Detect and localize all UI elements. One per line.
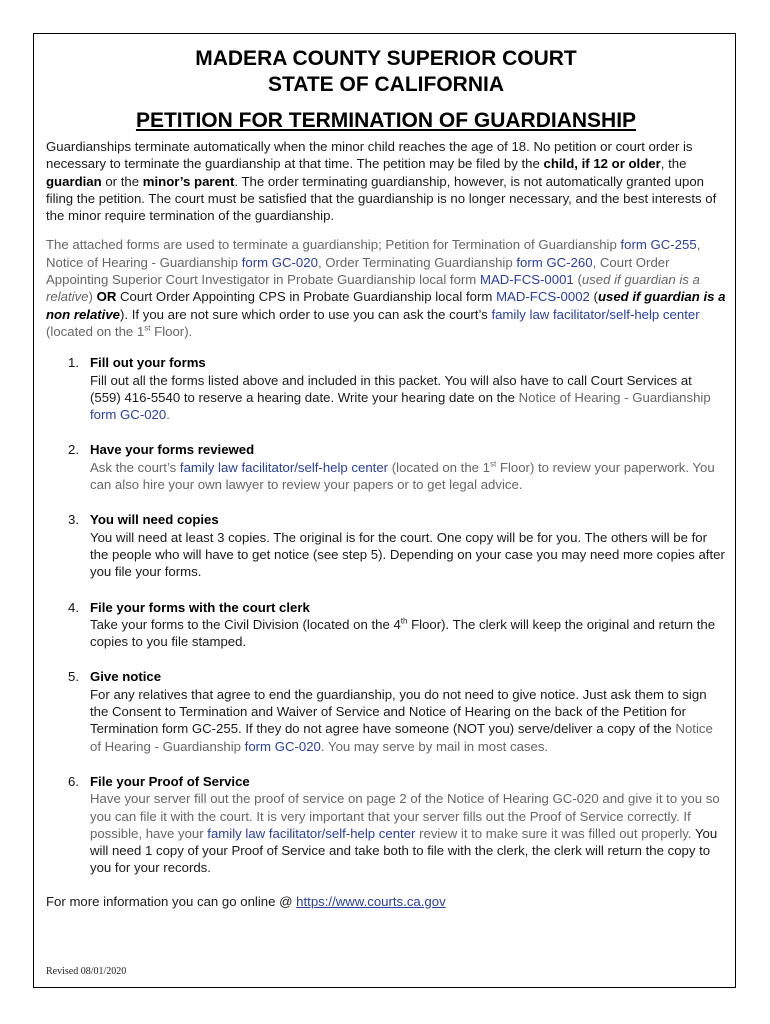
- intro-paragraph: Guardianships terminate automatically when the minor child reaches the age of 18. No petition or court order is necessary to terminate the guardianship at that time. The petition may be filed by the child, if 12 or older, the guardian or the minor’s parent. The order terminating guardianship, however, is not automatically granted upon filing the petition. The court must be satisfied that the guardianship is no longer necessary, and the best interests of the minor require termination of the guardianship.: [46, 139, 717, 224]
- step-body: Fill out all the forms listed above and included in this packet. You will also have to call Court Services at (559) 416-5540 to reserve a hearing date. Write your hearing date on the Notice of Hearing - Guardianship form GC-020.: [90, 372, 711, 423]
- form-gc-020-link[interactable]: form GC-020: [241, 254, 318, 270]
- revision-date: Revised 08/01/2020: [46, 966, 127, 977]
- forms-paragraph: The attached forms are used to terminate a guardianship; Petition for Termination of Guardianship form GC-255, Notice of Hearing - Guardianship form GC-020, Order Terminating Guardianship form GC-260, Court Order Appointing Superior Court Investigator in Probate Guardianship local form MAD-FCS-0001 (used if guardian is a relative) OR Court Order Appointing CPS in Probate Guardianship local form MAD-FCS-0002 (used if guardian is a non relative). If you are not sure which order to use you can ask the court’s family law facilitator/self-help center (located on the 1st Floor).: [46, 237, 726, 339]
- step-body: You will need at least 3 copies. The original is for the court. One copy will be for you. The others will be for the people who will have to get notice (see step 5). Depending on your case you may need more copies after you file your forms.: [90, 529, 725, 580]
- form-gc-020-link[interactable]: form GC-020: [90, 407, 167, 423]
- step-body: Ask the court’s family law facilitator/self-help center (located on the 1st Floor) to review your paperwork. You can also hire your own lawyer to review your papers or to get legal advice.: [90, 459, 715, 493]
- more-info: For more information you can go online @ https://www.courts.ca.gov: [46, 893, 446, 909]
- list-item: 1. Fill out your forms Fill out all the forms listed above and included in this packet. You will also have to call Court Services at (559) 416-5540 to reserve a hearing date. Write your hearing date on the Notice of Hearing - Guardianship form GC-020.: [46, 354, 726, 423]
- list-item: 6. File your Proof of Service Have your server fill out the proof of service on page 2 of the Notice of Hearing GC-020 and give it to you so you can file it with the court. It is very important that your server fills out the Proof of Service correctly. If possible, have your family law facilitator/self-help center review it to make sure it was filled out properly. You will need 1 copy of your Proof of Service and take both to file with the clerk, the clerk will return the copy to you for your records.: [46, 773, 726, 877]
- form-mad-fcs-0001-link[interactable]: MAD-FCS-0001: [479, 272, 574, 288]
- document-body: [46, 46, 726, 910]
- form-gc-255-link[interactable]: form GC-255: [620, 237, 697, 253]
- list-item: 5. Give notice For any relatives that agree to end the guardianship, you do not need to give notice. Just ask them to sign the Consent to Termination and Waiver of Service and Notice of Hearing on the back of the Petition for Termination form GC-255. If they do not agree have someone (NOT you) serve/deliver a copy of the Notice of Hearing - Guardianship form GC-020. You may serve by mail in most cases.: [46, 668, 726, 754]
- step-title: File your Proof of Service: [90, 773, 250, 789]
- list-item: 4. File your forms with the court clerk Take your forms to the Civil Division (located on the 4th Floor). The clerk will keep the original and return the copies to you file stamped.: [46, 599, 726, 651]
- form-gc-260-link[interactable]: form GC-260: [516, 254, 593, 270]
- list-item: 2. Have your forms reviewed Ask the court’s family law facilitator/self-help center (located on the 1st Floor) to review your paperwork. You can also hire your own lawyer to review your papers or to get legal advice.: [46, 441, 726, 493]
- step-title: You will need copies: [90, 512, 219, 528]
- form-gc-020-link[interactable]: form GC-020: [244, 738, 321, 754]
- step-title: Have your forms reviewed: [90, 442, 255, 458]
- list-item: 3. You will need copies You will need at least 3 copies. The original is for the court. One copy will be for you. The others will be for the people who will have to get notice (see step 5). Depending on your case you may need more copies after you file your forms.: [68, 512, 725, 580]
- court-name: MADERA COUNTY SUPERIOR COURT: [195, 47, 577, 70]
- self-help-center-link[interactable]: family law facilitator/self-help center: [207, 825, 416, 841]
- step-title: File your forms with the court clerk: [90, 599, 310, 615]
- form-mad-fcs-0002-link[interactable]: MAD-FCS-0002: [496, 289, 590, 305]
- self-help-center-link[interactable]: family law facilitator/self-help center: [491, 306, 700, 322]
- steps-list: [46, 354, 726, 876]
- courts-website-link[interactable]: https://www.courts.ca.gov: [296, 893, 446, 909]
- step-title: Give notice: [90, 669, 162, 685]
- step-body: For any relatives that agree to end the guardianship, you do not need to give notice. Just ask them to sign the Consent to Termination and Waiver of Service and Notice of Hearing on the back of the Petition for Termination form GC-255. If they do not agree have someone (NOT you) serve/deliver a copy of the Notice of Hearing - Guardianship form GC-020. You may serve by mail in most cases.: [90, 686, 713, 754]
- step-body: Have your server fill out the proof of service on page 2 of the Notice of Hearing GC-020 and give it to you so you can file it with the court. It is very important that your server fills out the Proof of Service correctly. If possible, have your family law facilitator/self-help center review it to make sure it was filled out properly. You will need 1 copy of your Proof of Service and take both to file with the clerk, the clerk will return the copy to you for your records.: [90, 791, 720, 876]
- state-name: STATE OF CALIFORNIA: [267, 73, 505, 96]
- step-title: Fill out your forms: [90, 355, 206, 371]
- step-body: Take your forms to the Civil Division (located on the 4th Floor). The clerk will keep the original and return the copies to you file stamped.: [90, 616, 716, 650]
- self-help-center-link[interactable]: family law facilitator/self-help center: [179, 459, 389, 475]
- document-title: PETITION FOR TERMINATION OF GUARDIANSHIP: [135, 109, 637, 132]
